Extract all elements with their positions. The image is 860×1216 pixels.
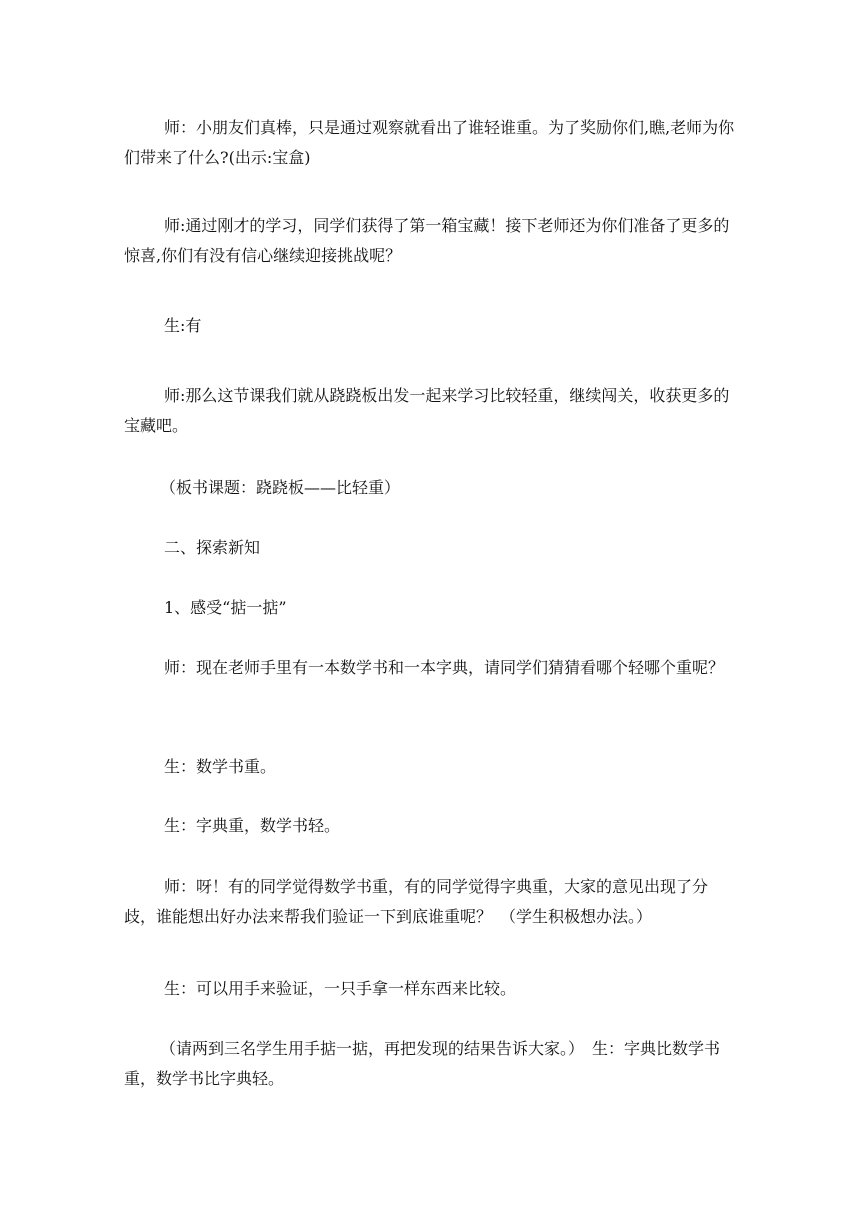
paragraph-board-title: （板书课题：跷跷板——比轻重） [160, 478, 401, 497]
paragraph-student-dictionary: 生：字典重，数学书轻。 [164, 816, 341, 835]
section-heading-explore: 二、探索新知 [164, 538, 261, 557]
subsection-heading-weigh: 1、感受“掂一掂” [164, 598, 287, 617]
paragraph-teacher-challenge: 师:通过刚才的学习，同学们获得了第一箱宝藏！接下老师还为你们准备了更多的惊喜,你们有没有信心继续迎接挑战呢？ [124, 216, 730, 265]
paragraph-student-hands: 生：可以用手来验证，一只手拿一样东西来比较。 [164, 979, 517, 998]
paragraph-teacher-disagreement: 师：呀！有的同学觉得数学书重，有的同学觉得字典重，大家的意见出现了分歧，谁能想出好办法来帮我们验证一下到底谁重呢？ （学生积极想办法。） [124, 877, 709, 926]
paragraph-student-math-book: 生：数学书重。 [164, 757, 277, 776]
paragraph-students-result: （请两到三名学生用手掂一掂，再把发现的结果告诉大家。） 生：字典比数学书重，数学书比字典轻。 [124, 1039, 721, 1088]
paragraph-teacher-guess: 师：现在老师手里有一本数学书和一本字典，请同学们猜猜看哪个轻哪个重呢？ [164, 658, 725, 677]
paragraph-teacher-reward: 师：小朋友们真棒，只是通过观察就看出了谁轻谁重。为了奖励你们,瞧,老师为你们带来了什么?(出示:宝盒) [124, 118, 735, 167]
paragraph-teacher-intro-lesson: 师:那么这节课我们就从跷跷板出发一起来学习比较轻重，继续闯关，收获更多的宝藏吧。 [124, 386, 730, 435]
paragraph-student-yes: 生:有 [164, 316, 202, 335]
